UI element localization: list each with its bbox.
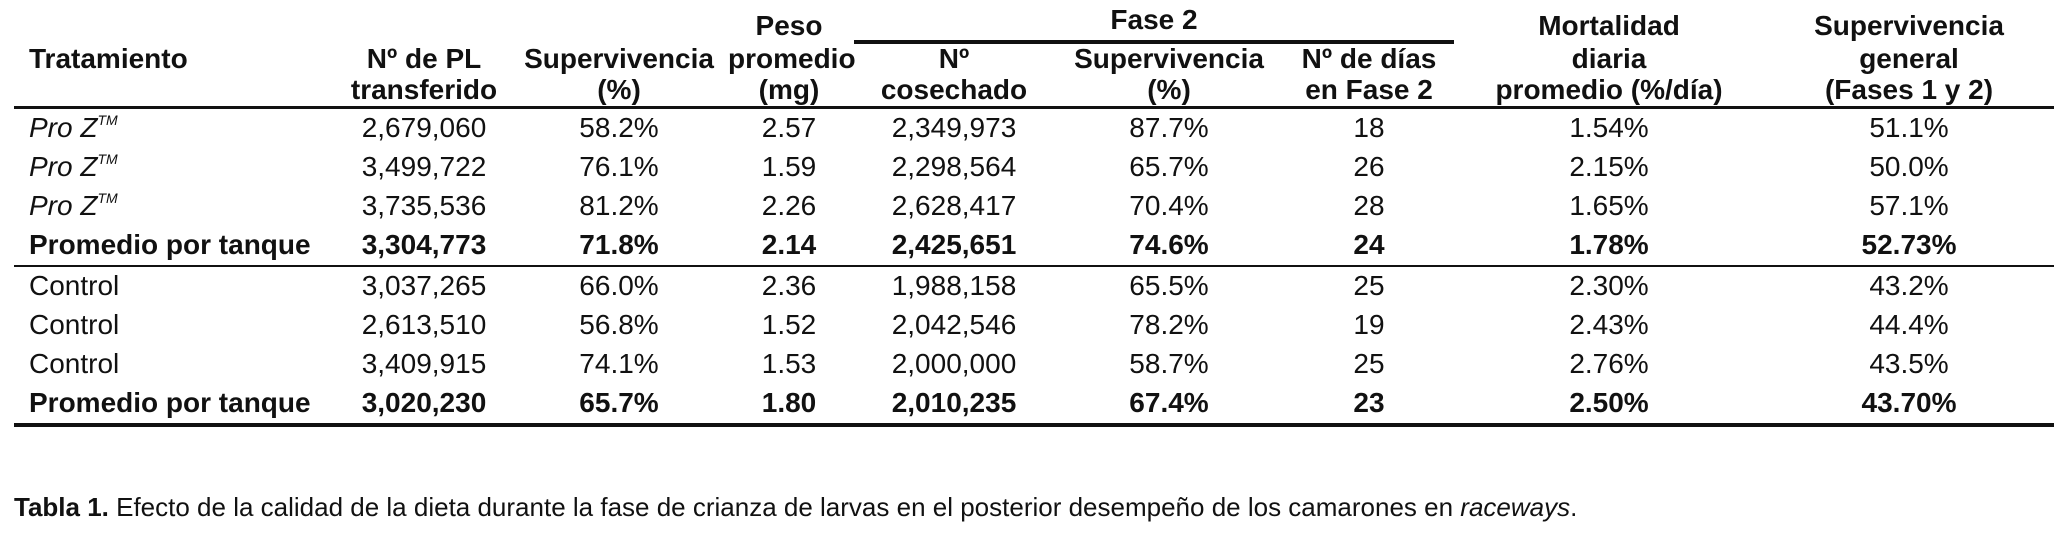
table-row: [14, 148, 2054, 187]
table-row: [14, 187, 2054, 226]
cell-peso: 2.57: [761, 111, 817, 143]
table-container: [14, 0, 2054, 427]
cell-supervivencia: 66.0%: [514, 266, 724, 306]
cell-supervivencia-fase2: 58.7%: [1129, 347, 1209, 379]
table-row: [14, 266, 2054, 306]
row-treatment: Promedio por tanque: [14, 384, 334, 425]
cell-cosechado: 2,000,000: [891, 347, 1017, 379]
cell-dias: 25: [1284, 266, 1454, 306]
header-fase2: Fase 2: [854, 0, 1454, 42]
header-general-line1: Supervivencia: [1814, 10, 2004, 42]
header-cosechado: Nº cosechado: [854, 42, 1054, 107]
cell-dias: 28: [1353, 189, 1385, 221]
cell-mortalidad: 1.65%: [1569, 189, 1649, 221]
cell-dias: 23: [1284, 384, 1454, 425]
header-peso: promedio (mg): [724, 42, 854, 107]
header-peso-line1: Peso: [755, 10, 823, 42]
cell-pl: 2,613,510: [361, 308, 487, 340]
row-treatment: Control: [29, 347, 120, 379]
header-general: general (Fases 1 y 2): [1764, 42, 2054, 107]
cell-general: 50.0%: [1869, 150, 1949, 182]
cell-general: 57.1%: [1869, 189, 1949, 221]
table-row-average: [14, 226, 2054, 266]
row-treatment: Pro Z™: [29, 189, 118, 221]
cell-supervivencia: 74.1%: [579, 347, 659, 379]
cell-supervivencia: 76.1%: [579, 150, 659, 182]
cell-general: 43.2%: [1764, 266, 2054, 306]
header-row-top: [14, 0, 2054, 42]
cell-mortalidad: 2.30%: [1454, 266, 1764, 306]
cell-supervivencia: 58.2%: [579, 111, 659, 143]
row-treatment: Pro Z™: [29, 150, 118, 182]
header-pl: Nº de PL transferido: [334, 42, 514, 107]
cell-cosechado: 2,298,564: [891, 150, 1017, 182]
cell-pl: 3,499,722: [361, 150, 487, 182]
cell-general: 43.70%: [1764, 384, 2054, 425]
caption-italic: raceways: [1460, 492, 1571, 522]
cell-pl: 3,304,773: [361, 228, 487, 260]
cell-mortalidad: 2.43%: [1569, 308, 1649, 340]
cell-peso: 2.36: [724, 266, 854, 306]
row-treatment: Control: [14, 266, 334, 306]
row-treatment: Pro Z™: [29, 111, 118, 143]
header-supervivencia: Supervivencia (%): [514, 42, 724, 107]
cell-cosechado: 2,349,973: [891, 111, 1017, 143]
cell-supervivencia: 81.2%: [579, 189, 659, 221]
header-row-main: [14, 42, 2054, 107]
cell-mortalidad: 2.15%: [1569, 150, 1649, 182]
cell-dias: 18: [1353, 111, 1385, 143]
table-row-average: [14, 384, 2054, 425]
row-treatment: Promedio por tanque: [29, 228, 311, 260]
caption-text: Efecto de la calidad de la dieta durante la fase de crianza de larvas en el posterior desempeño de los camarones en: [108, 492, 1461, 522]
header-supervivencia-fase2: Supervivencia (%): [1054, 42, 1284, 107]
row-treatment: Control: [29, 308, 120, 340]
table-caption: [14, 492, 1577, 523]
header-dias: Nº de días en Fase 2: [1284, 42, 1454, 107]
cell-supervivencia-fase2: 78.2%: [1129, 308, 1209, 340]
cell-dias: 24: [1353, 228, 1385, 260]
cell-cosechado: 2,042,546: [891, 308, 1017, 340]
cell-general: 44.4%: [1869, 308, 1949, 340]
cell-peso: 2.26: [761, 189, 817, 221]
cell-supervivencia-fase2: 70.4%: [1129, 189, 1209, 221]
cell-pl: 3,409,915: [361, 347, 487, 379]
cell-general: 51.1%: [1869, 111, 1949, 143]
cell-supervivencia-fase2: 74.6%: [1129, 228, 1209, 260]
cell-mortalidad: 1.54%: [1569, 111, 1649, 143]
cell-cosechado: 2,010,235: [854, 384, 1054, 425]
cell-supervivencia: 65.7%: [514, 384, 724, 425]
cell-mortalidad: 1.78%: [1569, 228, 1649, 260]
cell-pl: 2,679,060: [361, 111, 487, 143]
cell-mortalidad: 2.76%: [1569, 347, 1649, 379]
cell-supervivencia-fase2: 65.7%: [1129, 150, 1209, 182]
cell-general: 52.73%: [1861, 228, 1957, 260]
table-row: [14, 107, 2054, 148]
cell-peso: 1.80: [724, 384, 854, 425]
cell-pl: 3,020,230: [334, 384, 514, 425]
cell-mortalidad: 2.50%: [1454, 384, 1764, 425]
cell-pl: 3,037,265: [334, 266, 514, 306]
cell-peso: 1.52: [761, 308, 817, 340]
cell-dias: 25: [1353, 347, 1385, 379]
cell-peso: 1.53: [761, 347, 817, 379]
cell-cosechado: 2,628,417: [891, 189, 1017, 221]
cell-dias: 26: [1353, 150, 1385, 182]
cell-general: 43.5%: [1869, 347, 1949, 379]
header-mortalidad: diaria promedio (%/día): [1454, 42, 1764, 107]
cell-pl: 3,735,536: [361, 189, 487, 221]
header-mort-line1: Mortalidad: [1538, 10, 1680, 42]
cell-supervivencia: 56.8%: [579, 308, 659, 340]
cell-peso: 1.59: [761, 150, 817, 182]
cell-cosechado: 2,425,651: [891, 228, 1017, 260]
table-row: [14, 345, 2054, 384]
header-tratamiento: Tratamiento: [14, 42, 334, 107]
cell-cosechado: 1,988,158: [854, 266, 1054, 306]
cell-supervivencia-fase2: 87.7%: [1129, 111, 1209, 143]
cell-supervivencia-fase2: 65.5%: [1054, 266, 1284, 306]
cell-supervivencia-fase2: 67.4%: [1054, 384, 1284, 425]
caption-label: Tabla 1.: [14, 492, 109, 522]
table-row: [14, 306, 2054, 345]
cell-supervivencia: 71.8%: [579, 228, 659, 260]
results-table: [14, 0, 2054, 427]
caption-end: .: [1570, 492, 1578, 522]
cell-peso: 2.14: [761, 228, 817, 260]
cell-dias: 19: [1353, 308, 1385, 340]
